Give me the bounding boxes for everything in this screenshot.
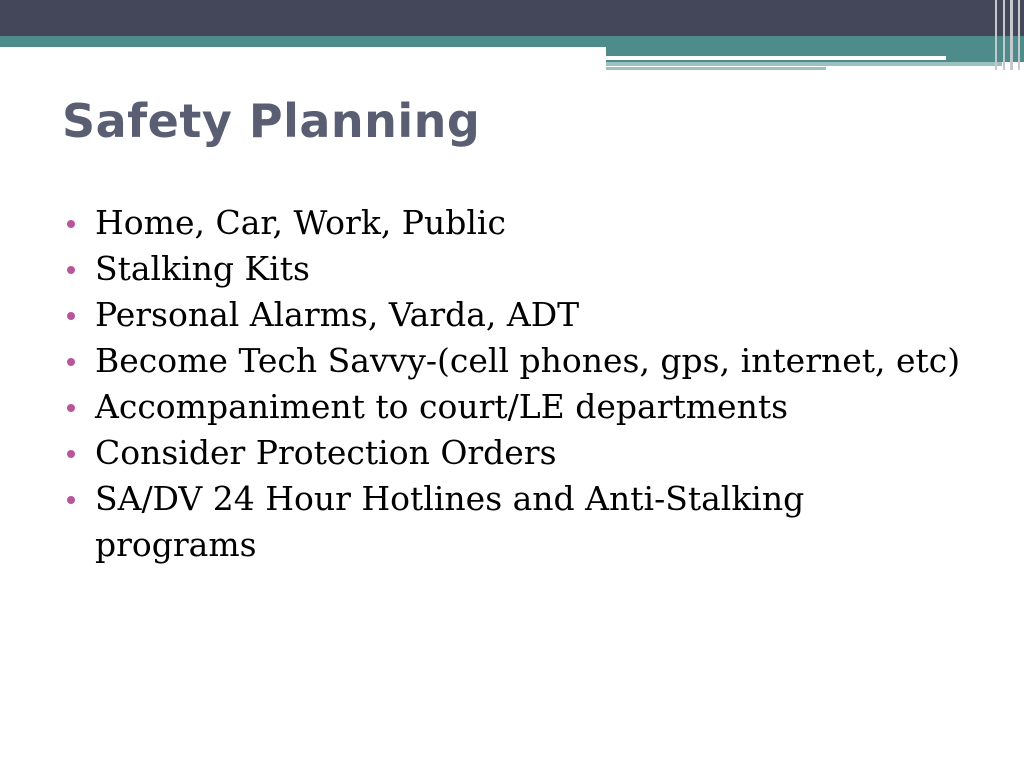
bullet-item xyxy=(62,200,962,246)
slide-title: Safety Planning xyxy=(62,94,481,148)
bullet-text: SA/DV 24 Hour Hotlines and Anti-Stalking programs xyxy=(95,479,805,564)
header-vertical-stripe xyxy=(1010,0,1013,70)
bullet-dot-icon xyxy=(67,312,75,320)
header-teal-band xyxy=(0,36,1024,47)
header-stripe xyxy=(606,56,946,60)
header-divider-line xyxy=(0,47,606,50)
header-stripe xyxy=(606,62,1002,66)
bullet-item xyxy=(62,384,962,430)
bullet-text: Home, Car, Work, Public xyxy=(95,203,506,242)
header-stripe xyxy=(606,67,826,70)
bullet-dot-icon xyxy=(67,496,75,504)
bullet-dot-icon xyxy=(67,450,75,458)
bullet-item xyxy=(62,292,962,338)
bullet-dot-icon xyxy=(67,404,75,412)
bullet-text: Personal Alarms, Varda, ADT xyxy=(95,295,580,334)
bullet-item xyxy=(62,430,962,476)
bullet-text: Accompaniment to court/LE departments xyxy=(95,387,789,426)
bullet-item xyxy=(62,246,962,292)
bullet-item xyxy=(62,476,962,568)
bullet-list xyxy=(62,200,962,568)
bullet-dot-icon xyxy=(67,358,75,366)
bullet-dot-icon xyxy=(67,220,75,228)
bullet-text: Become Tech Savvy-(cell phones, gps, internet, etc) xyxy=(95,341,961,380)
header-dark-band xyxy=(0,0,1024,36)
bullet-text: Stalking Kits xyxy=(95,249,310,288)
bullet-text: Consider Protection Orders xyxy=(95,433,557,472)
bullet-dot-icon xyxy=(67,266,75,274)
bullet-item xyxy=(62,338,962,384)
header-vertical-stripe xyxy=(1003,0,1005,70)
header-vertical-stripe xyxy=(995,0,997,70)
header-vertical-stripe xyxy=(1018,0,1020,70)
